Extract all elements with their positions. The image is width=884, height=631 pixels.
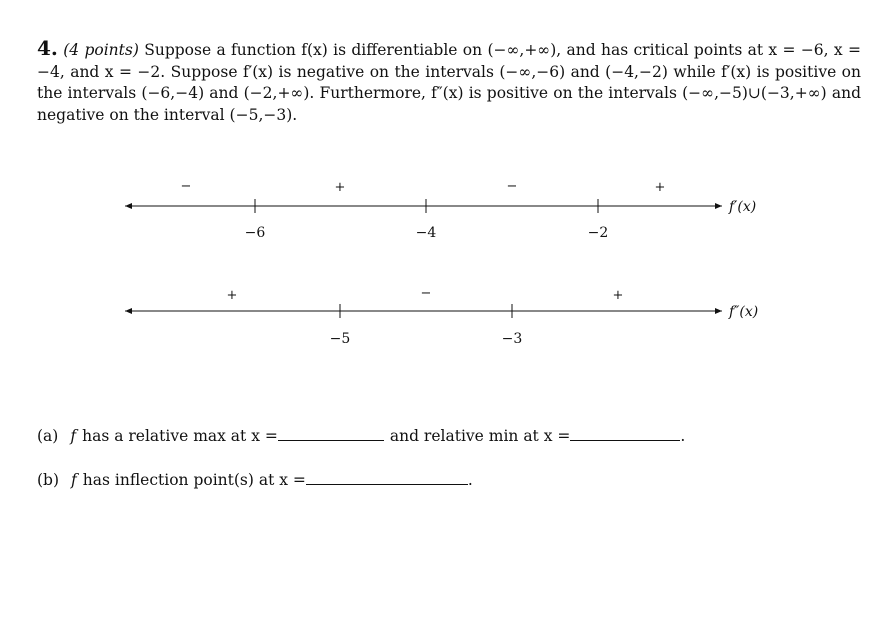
fprime-sign: − xyxy=(180,179,192,194)
problem-text: Suppose a function f(x) is differentiable on (−∞,+∞), and has critical points at x = −6, x = −4, and x = −2. Suppose f′(x) is negative on the intervals (−∞,−6) and (−4,−2) while f′(x) is positive on the intervals (−6,−4) and (−2,+∞). Furthermore, f″(x) is positive on the intervals (−∞,−5)∪(−3,+∞) and negative on the interval (−5,−3). xyxy=(37,41,861,124)
fdoubleprime-sign: + xyxy=(612,288,624,303)
fprime-sign: − xyxy=(506,179,518,194)
fdoubleprime-sign-chart xyxy=(125,286,758,347)
problem-number: 4. xyxy=(37,36,58,60)
part-a-text-max: has a relative max at x = xyxy=(82,427,278,445)
fdoubleprime-tick-label: −3 xyxy=(501,331,523,347)
relative-min-answer-blank[interactable] xyxy=(570,424,680,441)
part-a-func: f xyxy=(70,427,77,445)
fdoubleprime-tick-label: −5 xyxy=(329,331,351,347)
fprime-sign: + xyxy=(654,180,666,195)
part-a xyxy=(37,424,685,445)
part-b xyxy=(37,468,473,489)
inflection-points-answer-blank[interactable] xyxy=(306,468,468,485)
part-b-func: f xyxy=(71,471,77,489)
part-b-text: has inflection point(s) at x = xyxy=(82,471,306,489)
fprime-tick-label: −6 xyxy=(244,225,266,241)
relative-max-answer-blank[interactable] xyxy=(278,424,384,441)
fprime-sign-chart xyxy=(125,179,756,241)
part-a-label: (a) xyxy=(37,427,59,445)
part-b-label: (b) xyxy=(37,471,60,489)
fprime-tick-label: −4 xyxy=(415,225,437,241)
fprime-label: f′(x) xyxy=(729,199,757,215)
fdoubleprime-label: f″(x) xyxy=(729,304,759,320)
fdoubleprime-sign: + xyxy=(226,288,238,303)
part-a-text-min: and relative min at x = xyxy=(389,427,571,445)
part-a-period: . xyxy=(680,427,686,445)
fdoubleprime-sign: − xyxy=(420,286,432,301)
problem-points: (4 points) xyxy=(63,41,139,59)
fprime-tick-label: −2 xyxy=(587,225,609,241)
part-b-period: . xyxy=(467,471,473,489)
fprime-sign: + xyxy=(334,180,346,195)
